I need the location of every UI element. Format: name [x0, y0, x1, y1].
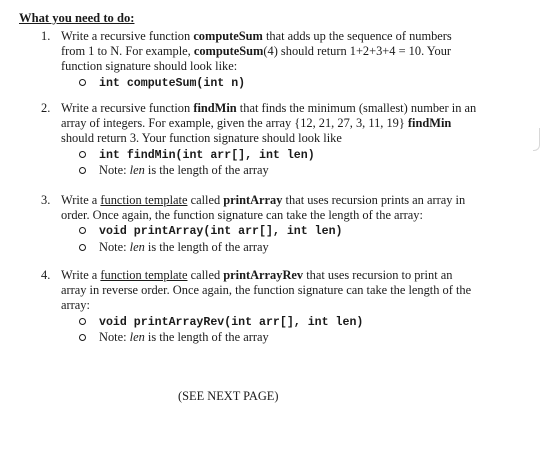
function-signature: void printArrayRev(int arr[], int len): [99, 315, 364, 329]
item-text-line: array:: [61, 298, 90, 313]
function-signature: int computeSum(int n): [99, 76, 246, 90]
note-text: Note: len is the length of the array: [99, 162, 269, 177]
item-text-line: order. Once again, the function signature can take the length of the array:: [61, 208, 423, 223]
function-template-link: function template: [100, 193, 188, 207]
note-text: Note: len is the length of the array: [99, 239, 269, 254]
hollow-bullet-icon: [79, 318, 86, 325]
bullet-list: [61, 147, 521, 178]
item-text-line: Write a function template called printArrayRev that uses recursion to print an: [61, 268, 453, 282]
function-name: findMin: [193, 101, 237, 115]
hollow-bullet-icon: [79, 79, 86, 86]
item-text-line: Write a recursive function findMin that finds the minimum (smallest) number in an: [61, 101, 477, 115]
bullet-item: [79, 223, 521, 239]
bullet-item: [79, 163, 521, 178]
function-name: findMin: [407, 116, 452, 131]
function-name: computeSum: [193, 44, 264, 59]
item-number: 2.: [41, 101, 51, 115]
hollow-bullet-icon: [79, 334, 86, 341]
function-name: printArray: [223, 193, 283, 207]
hollow-bullet-icon: [79, 244, 86, 251]
item-text-line: should return 3. Your function signature should look like: [61, 131, 342, 146]
note-text: Note: len is the length of the array: [99, 329, 269, 344]
function-name: printArrayRev: [223, 268, 304, 282]
item-number: 4.: [41, 268, 51, 282]
bullet-item: [79, 240, 521, 255]
item-text-line: Write a function template called printArray that uses recursion prints an array in: [61, 193, 466, 207]
function-signature: int findMin(int arr[], int len): [99, 148, 315, 162]
bullet-list: [61, 223, 521, 254]
hollow-bullet-icon: [79, 151, 86, 158]
see-next-page-note: (SEE NEXT PAGE): [178, 389, 279, 403]
hollow-bullet-icon: [79, 167, 86, 174]
item-number: 1.: [41, 29, 51, 43]
item-number: 3.: [41, 193, 51, 207]
bullet-item: [79, 330, 521, 345]
hollow-bullet-icon: [79, 227, 86, 234]
task-item-3: [19, 193, 521, 255]
bullet-item: [79, 314, 521, 330]
task-item-2: [19, 101, 521, 178]
page-edge-decoration: [533, 128, 540, 151]
item-text-line: from 1 to N. For example, computeSum(4) should return 1+2+3+4 = 10. Your: [61, 44, 452, 59]
item-text-line: function signature should look like:: [61, 59, 238, 74]
task-item-4: [19, 268, 521, 345]
function-template-link: function template: [100, 268, 188, 282]
section-heading: What you need to do:: [19, 11, 135, 25]
bullet-item: [79, 75, 521, 91]
task-item-1: [19, 29, 521, 91]
bullet-item: [79, 147, 521, 163]
item-text-line: Write a recursive function computeSum that adds up the sequence of numbers: [61, 29, 452, 43]
bullet-list: [61, 314, 521, 345]
function-signature: void printArray(int arr[], int len): [99, 225, 343, 239]
item-text-line: array in reverse order. Once again, the function signature can take the length of the: [61, 283, 472, 298]
bullet-list: [61, 75, 521, 91]
item-text-line: array of integers. For example, given the array {12, 21, 27, 3, 11, 19} findMin: [61, 116, 452, 131]
function-name: computeSum: [193, 29, 263, 43]
